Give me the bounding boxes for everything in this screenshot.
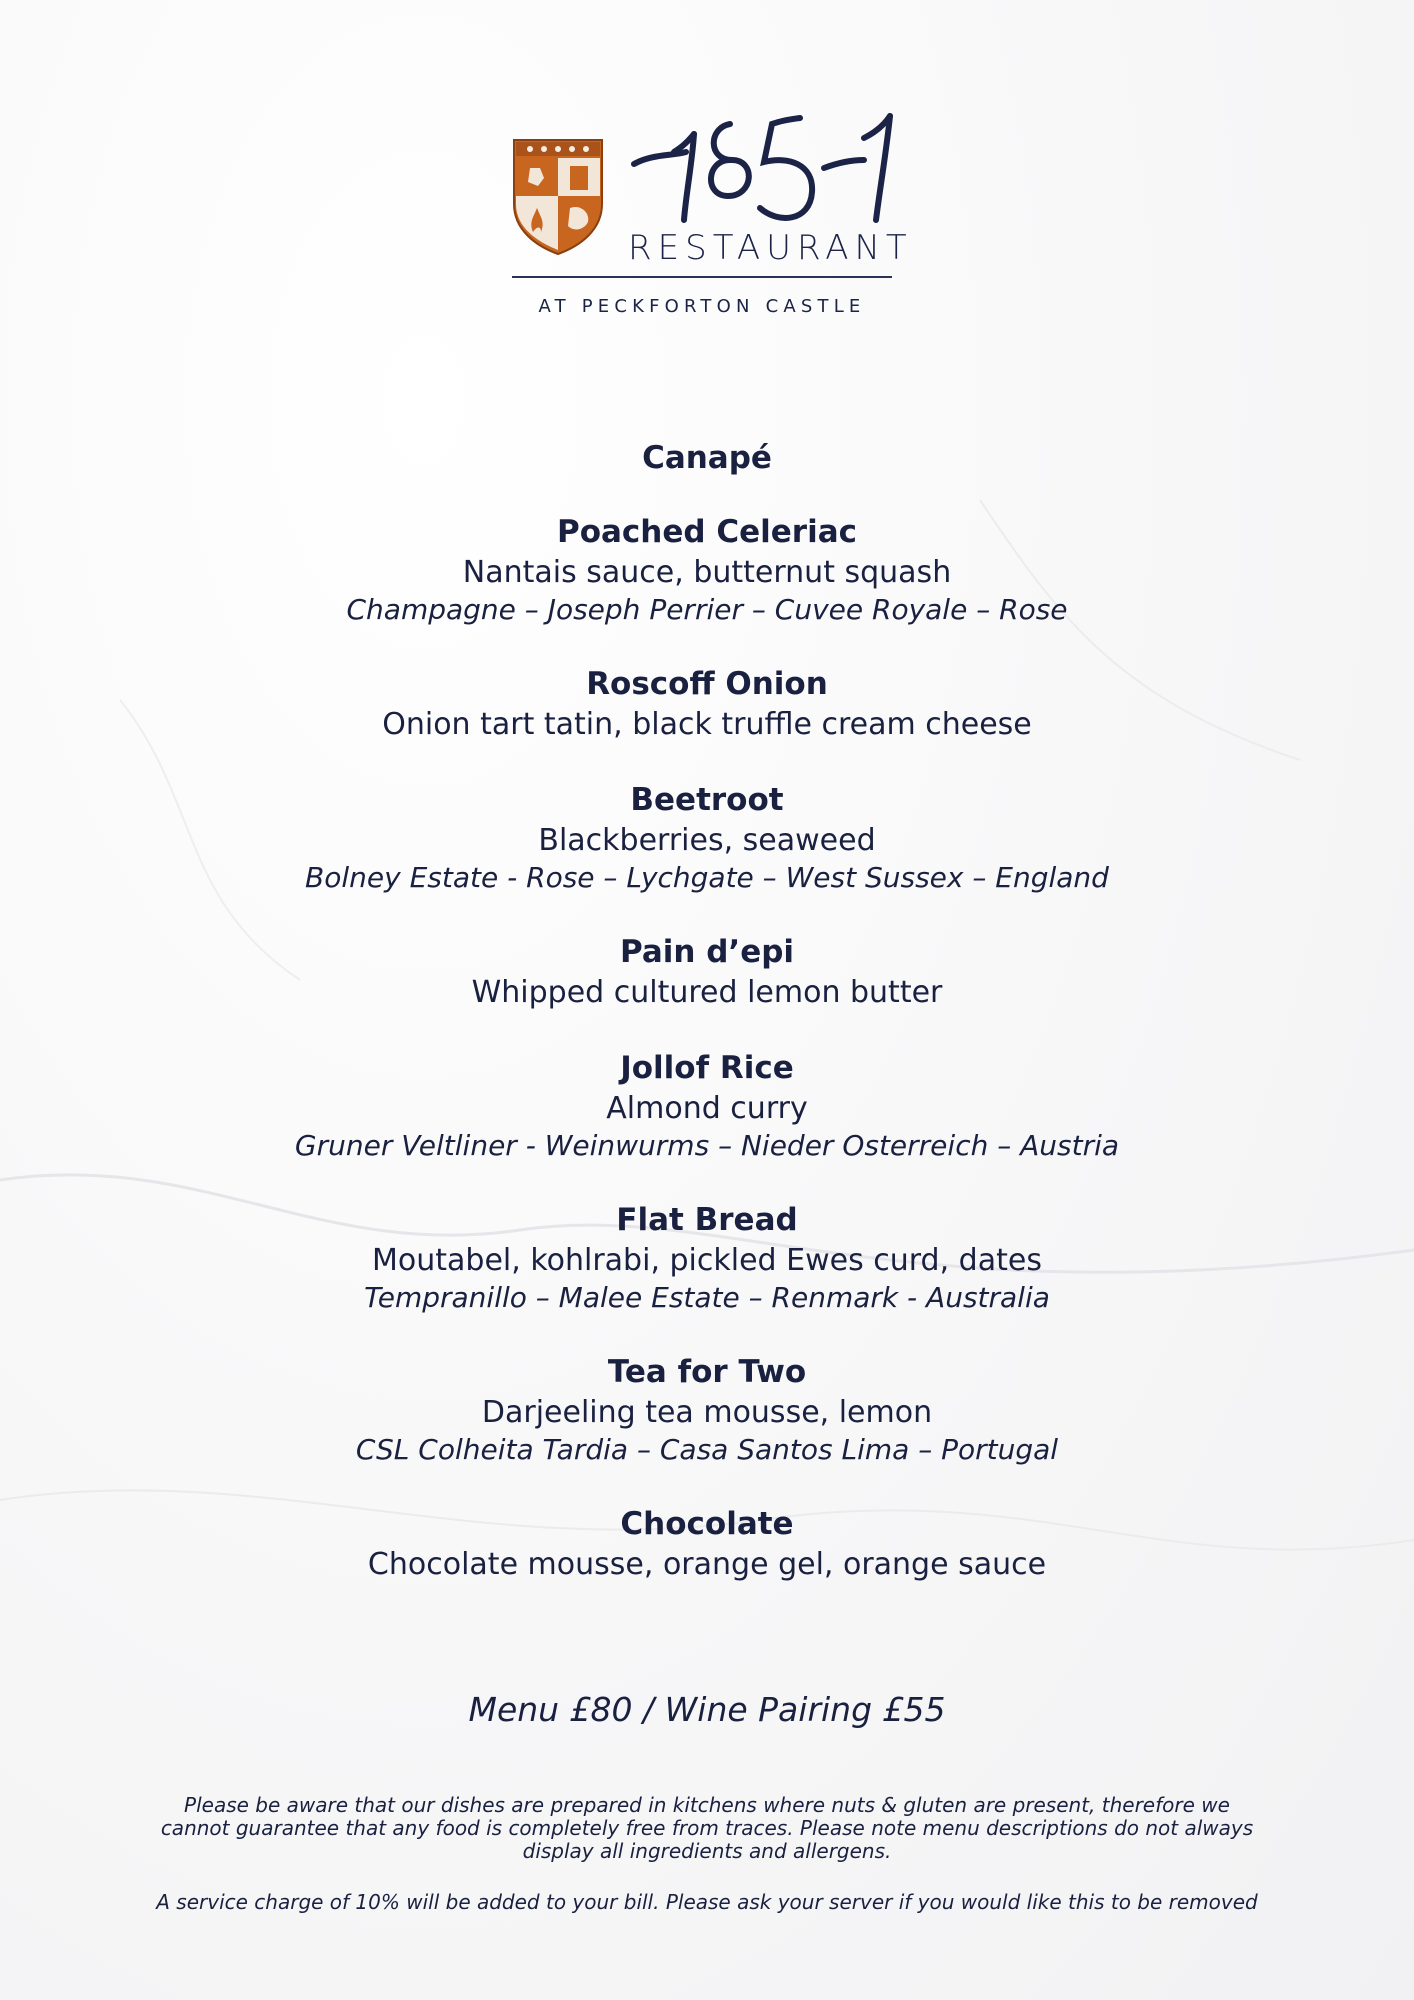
- restaurant-logo: [512, 104, 913, 324]
- menu-course: [0, 1046, 1414, 1164]
- service-charge-notice: A service charge of 10% will be added to your bill. Please ask your server if you would like this to be removed: [156, 1890, 1258, 1914]
- canape-heading: Canapé: [642, 440, 772, 476]
- menu-course: [0, 662, 1414, 744]
- menu-course: [0, 778, 1414, 896]
- course-title: Flat Bread: [616, 1202, 798, 1238]
- menu-course: [0, 1502, 1414, 1584]
- course-title: Roscoff Onion: [586, 666, 828, 702]
- course-description: Chocolate mousse, orange gel, orange sauce: [367, 1547, 1047, 1582]
- menu-course: [0, 930, 1414, 1012]
- course-description: Moutabel, kohlrabi, pickled Ewes curd, dates: [372, 1243, 1042, 1278]
- course-title: Beetroot: [630, 782, 784, 818]
- course-title: Jollof Rice: [620, 1050, 794, 1086]
- allergen-notice: Please be aware that our dishes are prepared in kitchens where nuts & gluten are present, therefore we cannot guarantee that any food is completely free from traces. Please note menu descriptions do not always display all ingredients and allergens.: [160, 1793, 1254, 1863]
- brand-divider: [512, 276, 892, 278]
- menu-course: [0, 1198, 1414, 1316]
- course-description: Onion tart tatin, black truffle cream cheese: [382, 707, 1032, 742]
- course-description: Whipped cultured lemon butter: [471, 975, 943, 1010]
- brand-word: RESTAURANT: [628, 228, 913, 268]
- course-title: Poached Celeriac: [556, 514, 858, 550]
- wine-pairing: Tempranillo – Malee Estate – Renmark - Australia: [364, 1281, 1050, 1314]
- course-description: Nantais sauce, butternut squash: [462, 555, 952, 590]
- course-title: Tea for Two: [607, 1354, 807, 1390]
- wine-pairing: Gruner Veltliner - Weinwurms – Nieder Osterreich – Austria: [294, 1129, 1120, 1162]
- course-description: Blackberries, seaweed: [538, 823, 876, 858]
- brand-subtitle: AT PECKFORTON CASTLE: [538, 296, 866, 317]
- course-title: Chocolate: [620, 1506, 794, 1542]
- course-description: Almond curry: [606, 1091, 808, 1126]
- tasting-menu: [0, 436, 1414, 1618]
- course-description: Darjeeling tea mousse, lemon: [481, 1395, 933, 1430]
- course-title: Pain d’epi: [619, 934, 795, 970]
- crest-shield-icon: [512, 138, 604, 256]
- brand-number-logotype: [628, 104, 898, 234]
- menu-course: [0, 510, 1414, 628]
- menu-course: [0, 1350, 1414, 1468]
- menu-price: Menu £80 / Wine Pairing £55: [468, 1690, 946, 1729]
- wine-pairing: Bolney Estate - Rose – Lychgate – West Sussex – England: [305, 861, 1109, 894]
- wine-pairing: CSL Colheita Tardia – Casa Santos Lima – Portugal: [355, 1433, 1059, 1466]
- wine-pairing: Champagne – Joseph Perrier – Cuvee Royale – Rose: [346, 593, 1068, 626]
